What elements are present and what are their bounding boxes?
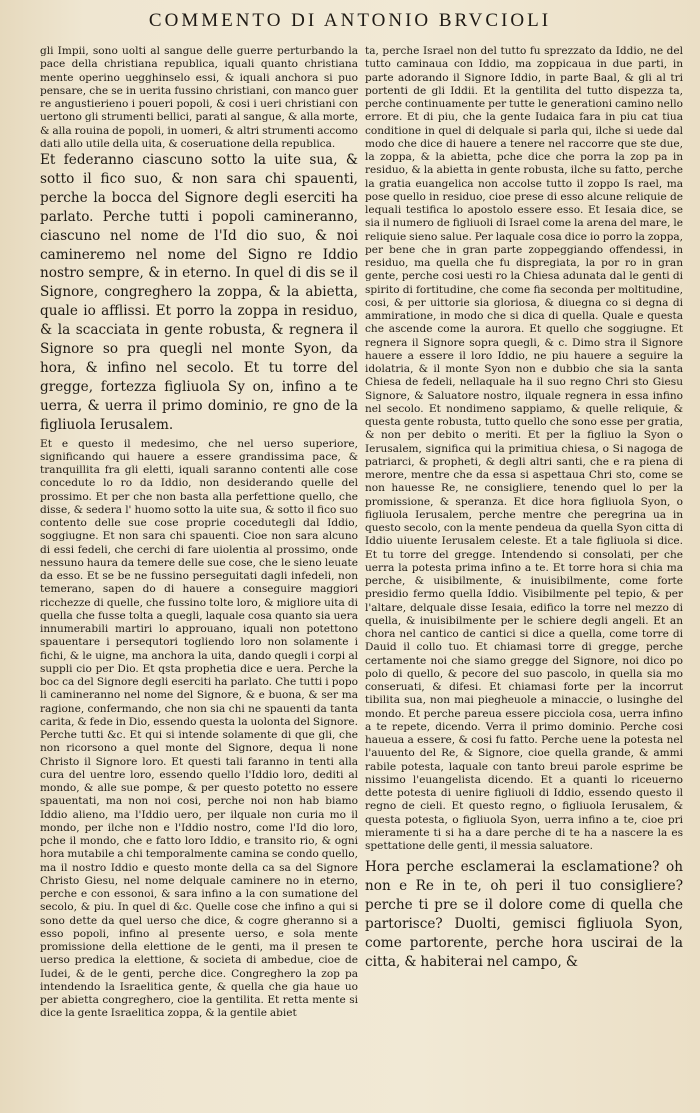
left-column (40, 42, 358, 1021)
commentary-paragraph: ta, perche Israel non del tutto fu sprezzato da Iddio, ne del tutto caminaua con Iddio, ma zoppicaua in due parti, in parte adorando il Signore Iddio, in parte Baal, & gli al tri portenti de gli Iddii. Et la gentilita del tutto dispezza ta, perche continuamente per tutte le generationi camino nello errore. Et di piu, che la gente Iudaica fara in piu cat tiua conditione in quel di delquale si parla qui, ilche si uede dal modo che dice di hauere a tenere nel raccorre que ste due, la zoppa, & la abietta, pche dice che porra la zop pa in residuo, & la abietta in gente robusta, ilche su fatto, perche la gratia euangelica non accolse tutto il zoppo Is rael, ma pose quello in residuo, cioe prese di esso alcune reliquie de lequali testifica lo apostolo essere esso. Et Iesaia dice, se sia il numero de figliuoli di Israel come la arena del mare, le reliquie sieno salue. Per laquale cosa dice io porro la zoppa, per bene che in gran parte zoppeggiando offendessi, in residuo, ma quella che fu dispregiata, la por ro in gran gente, perche cosi uesti ro la Chiesa adunata dal le genti di spirito di fortitudine, che come fia seconda per moltitudine, cosi, & per uittorie sia gloriosa, & diuegna co si degna di ammiratione, in modo che si dica di quella. Quale e questa che ascende come la aurora. Et quello che soggiugne. Et regnera il Signore sopra quegli, & c. Dimo stra il Signore hauere a essere il loro Iddio, ne piu hauere a seguire la idolatria, & il monte Syon non e dubbio che sia la santa Chiesa de fedeli, nellaquale ha il suo regno Chri sto Giesu Signore, & Saluatore nostro, ilquale regnera in essa infino nel secolo. Et nondimeno sappiamo, & quelle reliquie, & questa gente robusta, tutto quello che sono esse per gratia, & non per debito o meriti. Et per la figliuo la Syon o Ierusalem, significa qui la primitiua chiesa, o Si nagoga de patriarci, & propheti, & degli altri santi, che e ra piena di merore, mentre che da essa si aspettaua Chri sto, come se non hauesse Re, ne consigliere, tenendo quel lo per la promissione, & speranza. Et dice hora figliuola Syon, o figliuola Ierusalem, perche mentre che peregrina ua in questo secolo, con la mente pendeua da quella Syon citta di Iddio uiuente Ierusalem celeste. Et a tale figliuola si dice. Et tu torre del gregge. Intendendo si consolati, per che uerra la potesta prima infino a te. Et torre hora si chia ma perche, & uisibilmente, & inuisibilmente, come forte presidio fermo quella Iddio. Visibilmente pel tepio, & per l'altare, delquale disse Iesaia, edifico la torre nel mezzo di quella, & inuisibilmente per le schiere degli angeli. Et an chora nel cantico de cantici si dice a quella, come torre di Dauid il collo tuo. Et chiamasi torre di gregge, perche certamente noi che siamo gregge del Signore, noi dico po polo di quello, & pecore del suo pascolo, in quella sia mo conseruati, & difesi. Et chiamasi forte per la incorrut tibilita sua, non mai piegheuole a minaccie, o lusinghe del mondo. Et perche pareua essere picciola cosa, uerra infino a te repete, dicendo. Verra il primo dominio. Perche cosi haueua a essere, & cosi fu fatto. Perche uene la potesta nel l'auuento del Re, & Signore, cioe quella grande, & ammi rabile potesta, laquale con tanto breui parole esprime be nissimo l'euangelista dicendo. Et a quanti lo riceuerno dette potesta di uenire figliuoli di Iddio, essendo questo il regno de cieli. Et questo regno, o figliuola Ierusalem, & questa potesta, o figliuola Syon, uerra infino a te, cioe pri mieramente ti si ha a dare perche di te ha a nascere la es spettatione delle genti, il messia saluatore. (365, 45, 683, 852)
commentary-paragraph: Et e questo il medesimo, che nel uerso superiore, significando qui hauere a essere grandissima pace, & tranquillita fra gli eletti, iquali saranno contenti alle cose concedute lo ro da Iddio, non desiderando quelle del prossimo. Et per che non basta alla perfettione quello, che disse, & sedera l' huomo sotto la uite sua, & sotto il fico suo contento delle sue cose proprie cocedutegli dal Iddio, soggiugne. Et non sara chi spauenti. Cioe non sara alcuno di essi fedeli, che cerchi di fare uiolentia al prossimo, onde nessuno haura da temere delle sue cose, che le sieno leuate da esso. Et se be ne fussino perseguitati dagli infedeli, non temerano, sapen do di hauere a conseguire maggiori ricchezze di quelle, che fussino tolte loro, & migliore uita di quella che fusse tolta a quegli, laquale cosa quanto sia uera innumerabili martiri lo approuano, iquali non potettono spauentare i persequtori togliendo loro non solamente i fichi, & le uigne, ma anchora la uita, dando quegli i corpi al suppli cio per Dio. Et qsta prophetia dice e uera. Perche la boc ca del Signore degli eserciti ha parlato. Che tutti i popo li camineranno nel nome del Signore, & e buona, & ser ma ragione, confermando, che non sia chi ne spauenti da tanta carita, & fede in Dio, essendo questa la uolonta del Signore. Perche tutti &c. Et qui si intende solamente di que gli, che non ricorsono a quel monte del Signore, dequa li none Christo il Signore loro. Et questi tali faranno in tenti alla cura del uentre loro, essendo quello l'Iddio loro, dediti al mondo, & alle sue pompe, & per questo potetto no essere spauentati, ma non noi cosi, perche noi non hab biamo Iddio alieno, ma l'Iddio uero, per ilquale non curia mo il mondo, per ilche non e l'Iddio nostro, come l'Id dio loro, pche il mondo, che e fatto loro Iddio, e transito rio, & ogni hora mutabile a chi temporalmente camina se condo quello, ma il nostro Iddio e questo monte della ca sa del Signore Christo Giesu, nel nome delquale caminere no in eterno, perche e con essonoi, & sara infino a la con sumatione del secolo, & piu. In quel di &c. Quelle cose che infino a qui si sono dette da quel uerso che dice, & cogre gheranno si a esso popoli, infino al presente uerso, e sola mente promissione della elettione de le genti, ma il presen te uerso predica la elettione, & societa di ambedue, cioe de Iudei, & de le genti, perche dice. Congreghero la zop pa intendendo la Israelitica gente, & quella che gia haue uo per abietta congreghero, cioe la gentilita. Et retta mente si dice la gente Israelitica zoppa, & la gentile abiet (40, 437, 358, 1020)
running-header: COMMENTO DI ANTONIO BRVCIOLI (148, 10, 552, 31)
commentary-paragraph: gli Impii, sono uolti al sangue delle guerre perturbando la pace della christiana republica, iquali quanto christiana mente operino uegghinselo essi, & iquali anchora si puo pensare, che se in uerita fussino christiani, con manco guer re angustierieno i poueri popoli, & cosi i ueri christiani con uertono gli strumenti bellici, parati al sangue, & alla morte, & alla rouina de popoli, in uomeri, & altri strumenti accomo dati allo utile della uita, & coseruatione della republica. (40, 45, 358, 150)
scripture-passage: Et federanno ciascuno sotto la uite sua, & sotto il fico suo, & non sara chi spauenti, perche la bocca del Signore degli eserciti ha parlato. Perche tutti i popoli camineranno, ciascuno nel nome de l'Id dio suo, & noi camineremo nel nome del Signo re Iddio nostro sempre, & in eterno. In quel di dis se il Signore, congreghero la zoppa, & la abietta, quale io afflissi. Et porro la zoppa in residuo, & la scacciata in gente robusta, & regnera il Signore so pra quegli nel monte Syon, da hora, & infino nel secolo. Et tu torre del gregge, fortezza figliuola Sy on, infino a te uerra, & uerra il primo dominio, re gno de la figliuola Ierusalem. (40, 152, 358, 433)
right-column (365, 42, 683, 972)
scripture-passage: Hora perche esclamerai la esclamatione? oh non e Re in te, oh peri il tuo consigliere? perche ti pre se il dolore come di quella che partorisce? Duolti, gemisci figliuola Syon, come partorente, perche hora uscirai de la citta, & habiterai nel campo, & (365, 859, 683, 970)
